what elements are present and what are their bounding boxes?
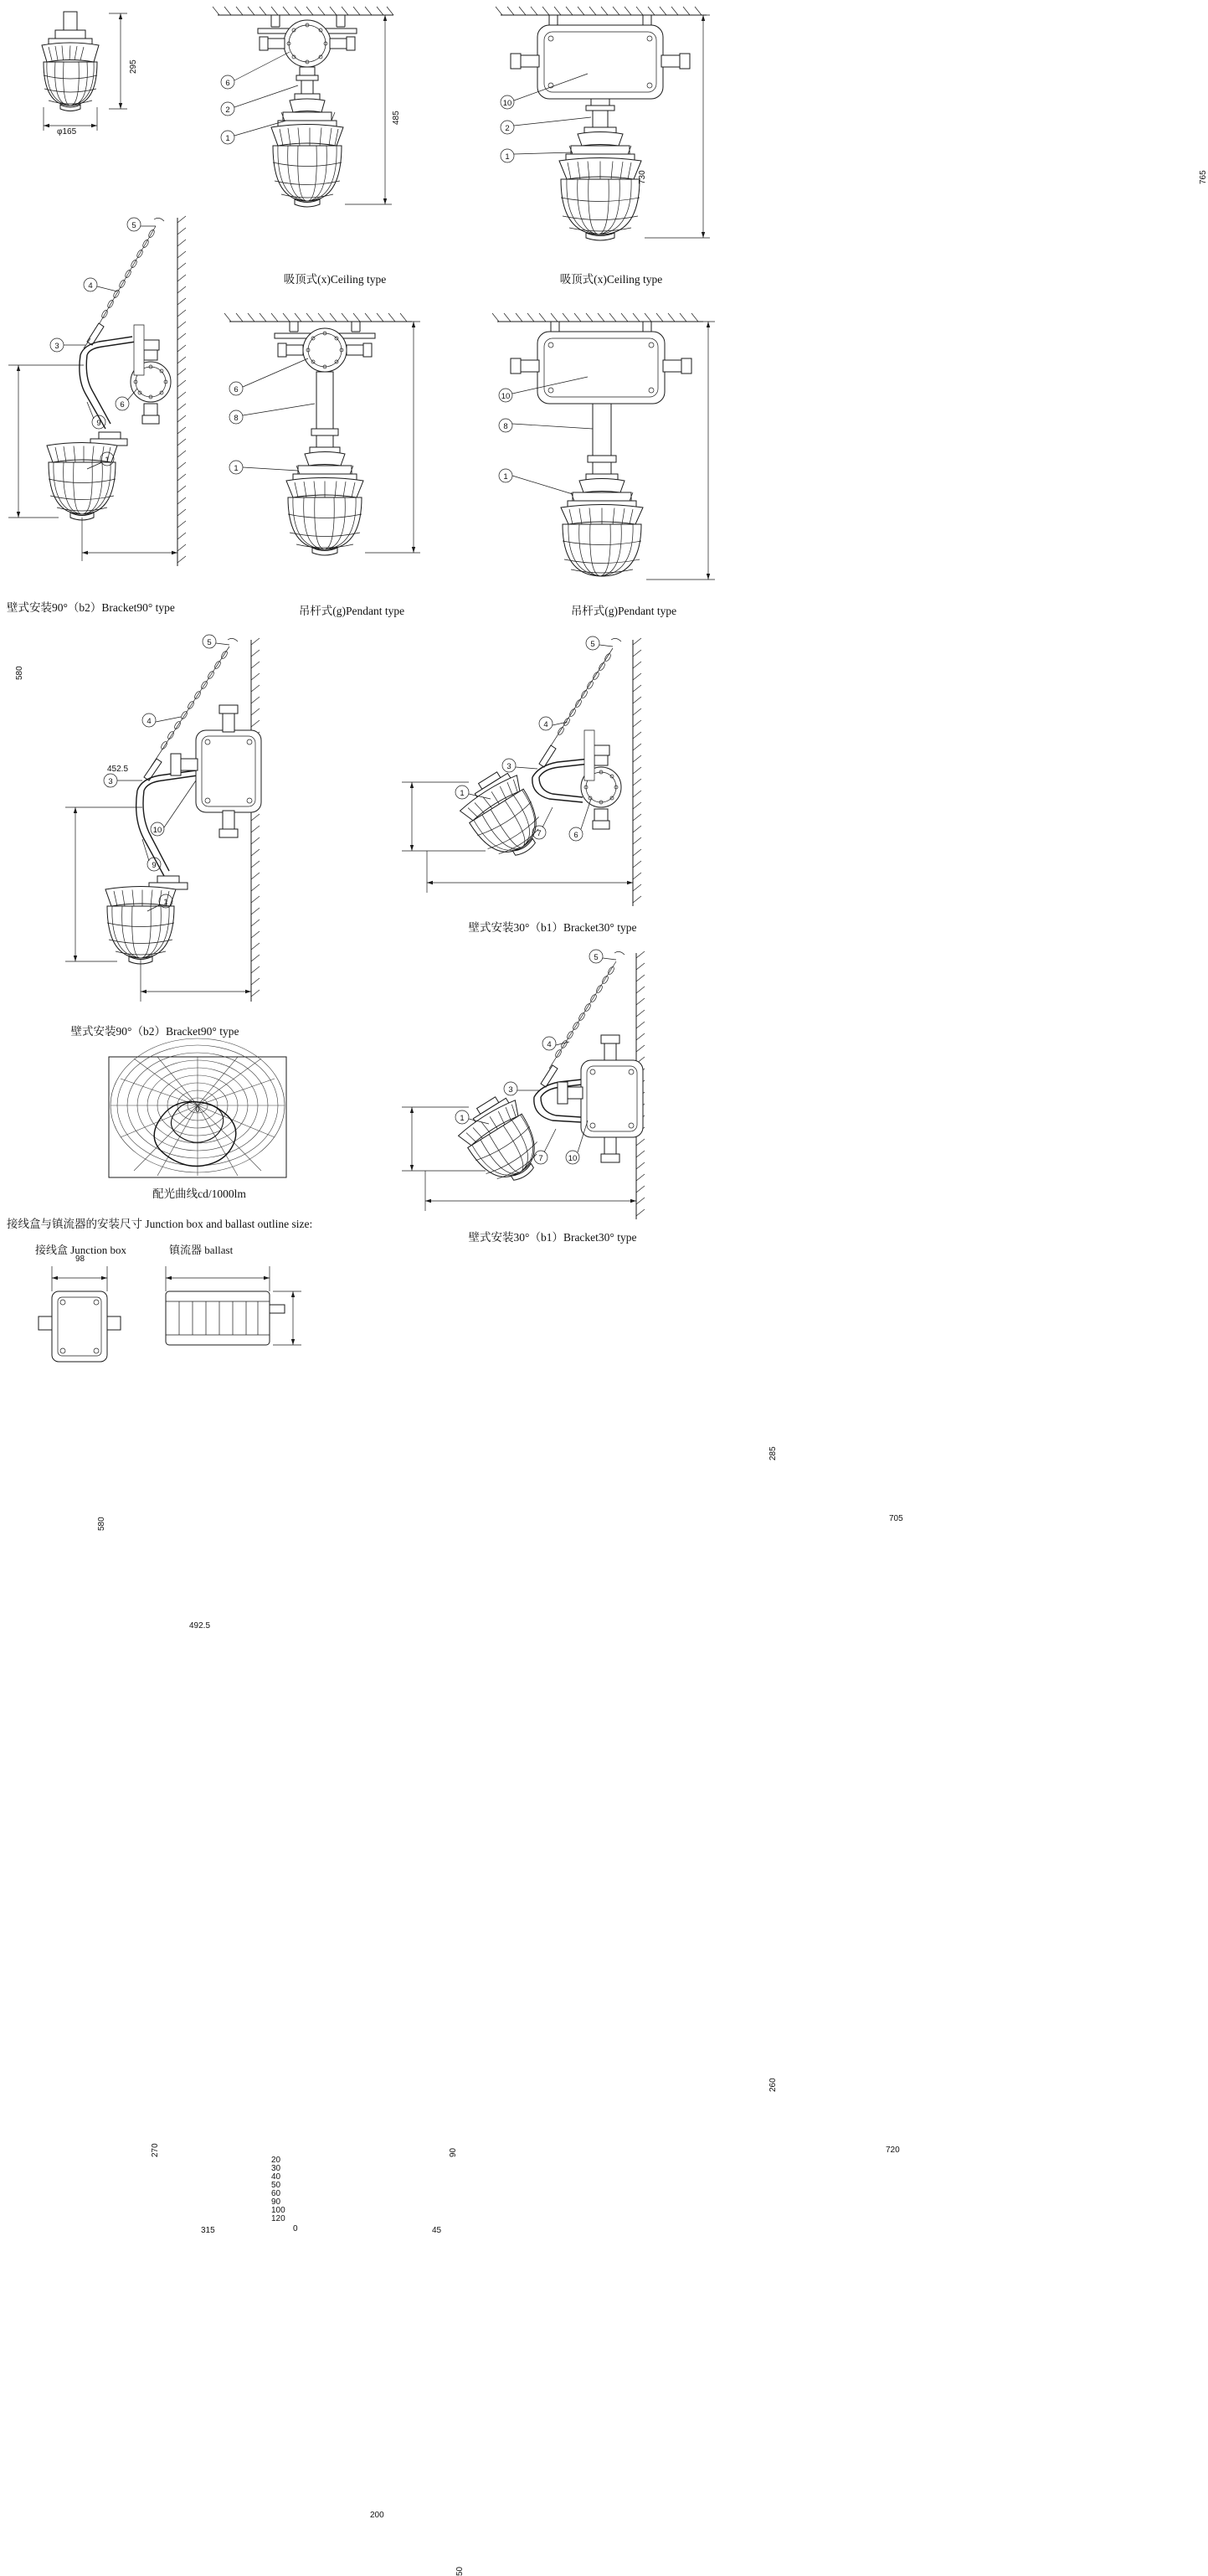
- svg-text:6: 6: [225, 79, 230, 88]
- dimension-50: 50: [455, 2566, 465, 2576]
- svg-text:4: 4: [147, 717, 152, 726]
- svg-text:3: 3: [54, 342, 59, 351]
- svg-text:10: 10: [152, 826, 162, 835]
- svg-text:7: 7: [537, 829, 542, 838]
- svg-text:1: 1: [234, 464, 239, 473]
- photometric-label-0: 0: [293, 2224, 298, 2233]
- svg-text:8: 8: [503, 422, 508, 431]
- dimension-492-5: 492.5: [189, 1621, 211, 1631]
- caption-photometric: 配光曲线cd/1000lm: [152, 1188, 246, 1200]
- dimension-285: 285: [768, 1446, 778, 1461]
- photometric-radial-20: 20: [271, 2156, 281, 2165]
- svg-text:6: 6: [573, 831, 578, 840]
- dimension-phi165: φ165: [57, 127, 77, 137]
- svg-text:8: 8: [234, 414, 239, 423]
- photometric-label-270: 270: [151, 2143, 160, 2157]
- caption-bracket90-square: 壁式安装90°（b2）Bracket90° type: [70, 1025, 239, 1038]
- svg-text:3: 3: [506, 762, 511, 771]
- photometric-radial-50: 50: [271, 2181, 281, 2190]
- photometric-label-315: 315: [201, 2226, 215, 2235]
- footer-ballast-label: 镇流器 ballast: [169, 1244, 234, 1256]
- svg-text:5: 5: [207, 638, 212, 647]
- dimension-200: 200: [370, 2511, 384, 2520]
- footer-note: 接线盒与镇流器的安装尺寸 Junction box and ballast outline size:: [7, 1218, 313, 1230]
- svg-text:6: 6: [234, 385, 239, 394]
- svg-text:4: 4: [547, 1040, 552, 1049]
- svg-text:1: 1: [460, 789, 465, 798]
- svg-text:5: 5: [594, 953, 599, 962]
- svg-text:5: 5: [590, 640, 595, 649]
- svg-text:1: 1: [503, 472, 508, 482]
- photometric-radial-60: 60: [271, 2189, 281, 2198]
- dimension-295: 295: [129, 59, 138, 74]
- dimension-580: 580: [15, 666, 24, 680]
- dimension-765: 765: [1199, 170, 1208, 184]
- photometric-label-90: 90: [449, 2147, 458, 2157]
- svg-text:2: 2: [225, 106, 230, 115]
- svg-text:5: 5: [131, 221, 136, 230]
- dimension-720: 720: [886, 2146, 900, 2155]
- caption-ceiling-round: 吸顶式(x)Ceiling type: [283, 273, 387, 286]
- caption-bracket30-square: 壁式安装30°（b1）Bracket30° type: [468, 1231, 637, 1244]
- svg-text:4: 4: [88, 281, 93, 291]
- caption-bracket90-round: 壁式安装90°（b2）Bracket90° type: [7, 601, 175, 614]
- dimension-452-5: 452.5: [107, 765, 129, 774]
- caption-pendant-round: 吊杆式(g)Pendant type: [298, 605, 405, 617]
- footer-junction-box-label: 接线盒 Junction box: [35, 1244, 127, 1256]
- dimension-730: 730: [638, 170, 647, 184]
- dimension-260: 260: [768, 2078, 778, 2092]
- caption-bracket30-round: 壁式安装30°（b1）Bracket30° type: [468, 921, 637, 934]
- svg-text:3: 3: [508, 1085, 513, 1095]
- photometric-radial-120: 120: [271, 2214, 285, 2223]
- svg-text:1: 1: [225, 134, 230, 143]
- figure-ceiling-square: [486, 3, 737, 263]
- photometric-radial-100: 100: [271, 2206, 285, 2215]
- svg-text:1: 1: [505, 152, 510, 162]
- svg-text:6: 6: [120, 400, 125, 410]
- svg-text:7: 7: [538, 1154, 543, 1163]
- svg-text:1: 1: [163, 898, 168, 907]
- dimension-580-sq: 580: [97, 1517, 106, 1531]
- dimension-485: 485: [392, 111, 401, 125]
- figure-ceiling-round: [209, 3, 419, 263]
- caption-pendant-square: 吊杆式(g)Pendant type: [570, 605, 677, 617]
- svg-text:10: 10: [568, 1154, 578, 1163]
- svg-text:2: 2: [505, 124, 510, 133]
- caption-ceiling-square: 吸顶式(x)Ceiling type: [559, 273, 663, 286]
- svg-text:9: 9: [152, 861, 157, 870]
- photometric-radial-30: 30: [271, 2164, 281, 2173]
- svg-text:1: 1: [460, 1114, 465, 1123]
- figure-lamp-outline: [8, 7, 193, 174]
- svg-text:1: 1: [105, 456, 110, 465]
- svg-text:4: 4: [543, 720, 548, 729]
- svg-text:10: 10: [502, 99, 512, 108]
- photometric-radial-40: 40: [271, 2172, 281, 2182]
- svg-text:10: 10: [501, 392, 511, 401]
- svg-text:3: 3: [108, 777, 113, 786]
- dimension-98: 98: [75, 1255, 85, 1264]
- svg-text:0: 0: [195, 1105, 200, 1115]
- svg-text:9: 9: [96, 419, 101, 428]
- photometric-label-45: 45: [432, 2226, 442, 2235]
- photometric-radial-90: 90: [271, 2197, 281, 2207]
- dimension-705: 705: [889, 1514, 903, 1523]
